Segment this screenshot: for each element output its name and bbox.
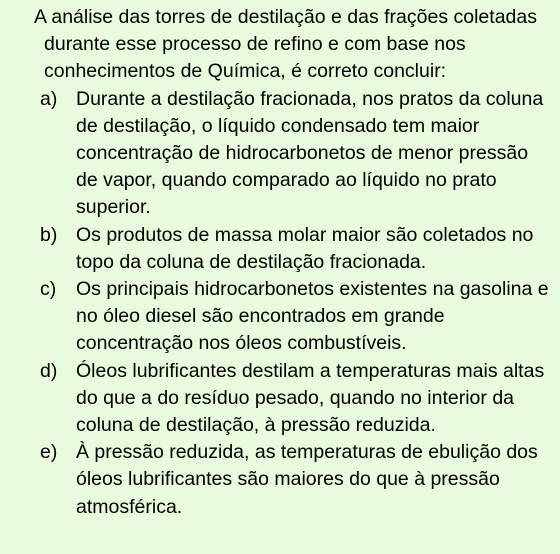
option-e[interactable]	[0, 439, 552, 521]
option-text: Durante a destilação fracionada, nos pratos da coluna de destilação, o líquido condensado tem maior concentração de hidrocarbonetos de menor pressão de vapor, quando comparado ao líquido no prato superior.	[76, 87, 544, 219]
option-letter: a)	[40, 87, 58, 110]
option-c[interactable]	[0, 276, 552, 358]
option-letter: d)	[40, 359, 58, 382]
question-stem: A análise das torres de destilação e das frações coletadas durante esse processo de refino e com base nos conhecimentos de Química, é correto concluir:	[34, 6, 537, 83]
option-text: Óleos lubrificantes destilam a temperaturas mais altas do que a do resíduo pesado, quando no interior da coluna de destilação, à pressão reduzida.	[76, 359, 545, 437]
option-b[interactable]	[0, 222, 552, 276]
option-text: Os principais hidrocarbonetos existentes na gasolina e no óleo diesel são encontrados em grande concentração nos óleos combustíveis.	[76, 278, 549, 355]
option-letter: e)	[40, 441, 58, 464]
option-a[interactable]	[0, 86, 552, 222]
option-text: Os produtos de massa molar maior são coletados no topo da coluna de destilação fracionada.	[76, 223, 534, 273]
option-text: À pressão reduzida, as temperaturas de ebulição dos óleos lubrificantes são maiores do que à pressão atmosférica.	[76, 441, 538, 518]
answer-options	[0, 86, 560, 521]
option-letter: c)	[40, 278, 57, 301]
option-d[interactable]	[0, 358, 552, 440]
option-letter: b)	[40, 223, 58, 246]
